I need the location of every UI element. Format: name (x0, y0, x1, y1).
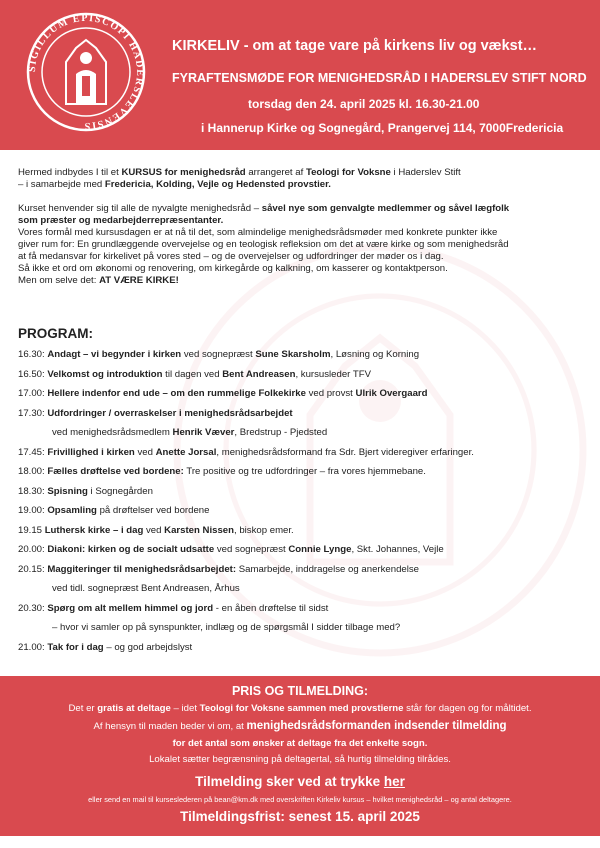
program-row (18, 543, 588, 563)
program-row (18, 524, 588, 544)
program-row (18, 504, 588, 524)
program-row (18, 387, 588, 407)
event-venue: i Hannerup Kirke og Sognegård, Prangervej 114, 7000Fredericia (201, 121, 564, 135)
program-row-text: ved tidl. sognepræst Bent Andreasen, Århus (52, 583, 240, 594)
email-note: eller send en mail til kurseslederen på bean@km.dk med overskriften Kirkeliv kursus – hvilket menighedsråd – og antal deltagere. (88, 795, 512, 804)
program-row-time: 20.15: (18, 563, 48, 575)
program-row-bold2: Connie Lynge (288, 544, 352, 555)
program-row-time: 19.15 (18, 524, 45, 536)
program-row (18, 348, 588, 368)
program-row-time: 17.30: (18, 407, 48, 419)
program-row-bold: Frivillighed i kirken (47, 446, 135, 458)
program-row (18, 621, 588, 641)
program-row-time: 18.00: (18, 466, 48, 477)
program-row-text: ved provst (305, 388, 356, 399)
program-row-bold: Diakoni: kirken og de socialt udsatte (47, 544, 215, 555)
registration-line: for det antal som ønsker at deltage fra det enkelte sogn. (172, 738, 428, 749)
intro-text (18, 167, 584, 287)
capacity-note: Lokalet sætter begrænsning på deltagertal, så hurtig tilmelding tilrådes. (149, 754, 451, 765)
program-row-text2: , Løsning og Korning (330, 349, 420, 360)
intro-line: Vores formål med kursusdagen er at nå til det, som almindelige menighedsrådsmøder med konkrete punkter ikke (18, 227, 498, 238)
program-row (18, 485, 588, 505)
intro-line: Hermed indbydes I til et KURSUS for menighedsråd arrangeret af Teologi for Voksne i Haderslev Stift (18, 167, 461, 178)
intro-line: giver rum for: En grundlæggende overvejelse og en teologisk refleksion om det at være kirke og som menighedsråd (18, 239, 509, 250)
program-row-time: 16.30: (18, 349, 48, 360)
program-heading: PROGRAM: (18, 326, 93, 341)
program-row-time: 17.00: (18, 388, 48, 399)
program-row-bold: Fælles drøftelse ved bordene: (47, 466, 184, 477)
program-row-text2: , Bredstrup - Pjedsted (234, 427, 328, 438)
program-row-text: ved sognepræst (214, 544, 289, 555)
header-banner (0, 0, 600, 150)
program-row-bold: Velkomst og introduktion (47, 368, 163, 380)
program-row (18, 465, 588, 485)
program-row-bold2: Bent Andreasen (222, 368, 296, 380)
program-row-time: 19.00: (18, 505, 48, 516)
program-row-text: – hvor vi samler op på synspunkter, indlæg og de spørgsmål I sidder tilbage med? (52, 622, 401, 633)
price-line: Det er gratis at deltage – idet Teologi for Voksne sammen med provstierne står for dagen og for måltidet. (68, 703, 532, 714)
program-row-text: Samarbejde, inddragelse og anerkendelse (236, 563, 419, 575)
program-row-bold2: Karsten Nissen (164, 524, 234, 536)
program-row-bold: Maggiteringer til menighedsrådsarbejdet: (47, 563, 237, 575)
program-row-text2: , menighedsrådsformand fra Sdr. Bjert videregiver erfaringer. (216, 446, 474, 458)
event-date: torsdag den 24. april 2025 kl. 16.30-21.00 (248, 97, 480, 111)
program-row-time: 20.30: (18, 602, 48, 614)
event-title: KIRKELIV - om at tage vare på kirkens liv og vækst… (172, 38, 538, 54)
svg-text:SIGILLUM EPISCOPI HADERSLEVENS: SIGILLUM EPISCOPI HADERSLEVENSIS (26, 12, 146, 132)
program-list (18, 348, 588, 660)
program-row-bold2: Ulrik Overgaard (355, 388, 428, 399)
program-row-text: i Sognegården (87, 485, 153, 497)
program-row-bold2: Henrik Væver (172, 427, 235, 438)
intro-line: – i samarbejde med Fredericia, Kolding, Vejle og Hedensted provstier. (18, 179, 331, 190)
registration-line: Af hensyn til maden beder vi om, at menighedsrådsformanden indsender tilmelding (93, 720, 507, 732)
program-row (18, 602, 588, 622)
program-row-text2: , kursusleder TFV (295, 368, 371, 380)
program-row-text: Tre positive og tre udfordringer – fra vores hjemmebane. (183, 466, 426, 477)
program-row-text: ved (134, 446, 156, 458)
program-row (18, 563, 588, 583)
program-row-time: 21.00: (18, 641, 48, 653)
intro-line: Så ikke et ord om økonomi og renovering, om kirkegårde og kalkning, om kasserer og kontaktperson. (18, 263, 448, 274)
program-row-text: til dagen ved (162, 368, 223, 380)
program-row-bold: Udfordringer / overraskelser i menighedsrådsarbejdet (47, 407, 293, 419)
program-row-bold: Spisning (47, 485, 88, 497)
program-row-time: 16.50: (18, 368, 48, 380)
intro-line: som præster og medarbejderrepræsentanter. (18, 215, 224, 226)
program-row (18, 368, 588, 388)
program-row-text: – og god arbejdslyst (103, 641, 193, 653)
program-row-time: 18.30: (18, 485, 48, 497)
program-row-bold: Opsamling (47, 505, 97, 516)
program-row (18, 582, 588, 602)
program-row-text: på drøftelser ved bordene (96, 505, 210, 516)
signup-line: Tilmelding sker ved at trykke her (195, 774, 405, 789)
diocese-seal-icon (26, 12, 146, 132)
program-row (18, 426, 588, 446)
program-row-bold: Luthersk kirke – i dag (44, 524, 144, 536)
event-subtitle: FYRAFTENSMØDE FOR MENIGHEDSRÅD I HADERSLEV STIFT NORD (172, 71, 587, 85)
program-row-time: 17.45: (18, 446, 48, 458)
program-row-text2: , biskop emer. (234, 524, 294, 536)
program-row-bold: Spørg om alt mellem himmel og jord (47, 602, 214, 614)
deadline: Tilmeldingsfrist: senest 15. april 2025 (180, 809, 420, 824)
program-row (18, 407, 588, 427)
registration-box (0, 676, 600, 836)
program-row-text: - en åben drøftelse til sidst (213, 602, 329, 614)
program-row (18, 641, 588, 661)
registration-heading: PRIS OG TILMELDING: (231, 684, 369, 698)
program-row-text2: , Skt. Johannes, Vejle (351, 544, 444, 555)
program-row-bold2: Sune Skarsholm (255, 349, 331, 360)
program-row-text: ved sognepræst (181, 349, 256, 360)
program-row (18, 446, 588, 466)
program-row-bold: Andagt – vi begynder i kirken (47, 349, 182, 360)
program-row-bold: Tak for i dag (47, 641, 104, 653)
program-row-text: ved menighedsrådsmedlem (52, 427, 173, 438)
intro-line: at få medansvar for kirkelivet på vores sted – og de overvejelser og udfordringer der møder os i dag. (18, 251, 444, 262)
program-row-time: 20.00: (18, 544, 48, 555)
intro-line: Kurset henvender sig til alle de nyvalgte menighedsråd – såvel nye som genvalgte medlemmer og såvel lægfolk (18, 203, 510, 214)
program-row-bold2: Anette Jorsal (155, 446, 217, 458)
signup-link[interactable]: her (383, 774, 405, 789)
intro-line: Men om selve det: AT VÆRE KIRKE! (18, 275, 179, 286)
program-row-bold: Hellere indenfor end ude – om den rummelige Folkekirke (47, 388, 306, 399)
program-row-text: ved (143, 524, 165, 536)
